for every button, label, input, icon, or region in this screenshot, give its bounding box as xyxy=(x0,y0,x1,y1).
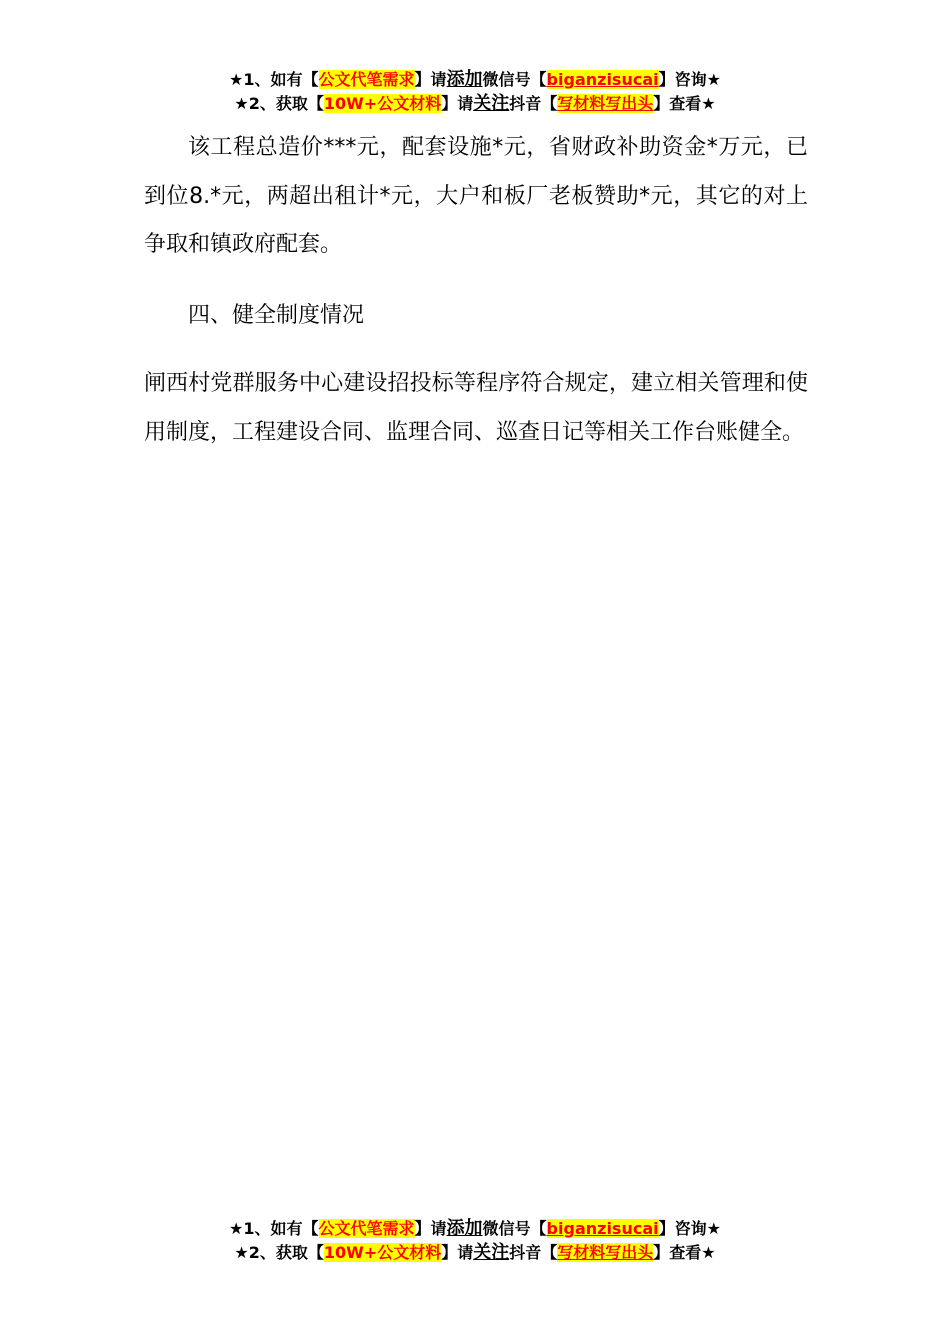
banner-text: 】查看★ xyxy=(653,94,716,113)
emphasis-follow: 关注 xyxy=(473,1242,510,1263)
section-heading: 四、健全制度情况 xyxy=(188,302,365,328)
banner-line-2 xyxy=(0,1241,950,1265)
banner-text: 】请 xyxy=(414,70,447,89)
banner-text: 微信号【 xyxy=(482,1219,547,1238)
banner-text: 】咨询★ xyxy=(658,70,721,89)
emphasis-follow: 关注 xyxy=(473,93,510,114)
paragraph-cost: 该工程总造价***元，配套设施*元，省财政补助资金*万元，已到位8.*元，两超出租计*元，大户和板厂老板赞助*元，其它的对上争取和镇政府配套。 xyxy=(144,135,808,257)
highlight-douyin-id: 写材料写出头 xyxy=(557,1243,654,1262)
highlight-materials: 10W+公文材料 xyxy=(323,94,442,113)
highlight-materials: 10W+公文材料 xyxy=(323,1243,442,1262)
highlight-wechat-id: biganzisucai xyxy=(546,70,659,89)
banner-text: 微信号【 xyxy=(482,70,547,89)
banner-text: 抖音【 xyxy=(509,94,558,113)
header-banner xyxy=(0,68,950,116)
banner-text: ★1、如有【 xyxy=(229,1219,319,1238)
highlight-wechat-id: biganzisucai xyxy=(546,1219,659,1238)
banner-line-1 xyxy=(0,68,950,92)
banner-text: ★1、如有【 xyxy=(229,70,319,89)
banner-text: ★2、获取【 xyxy=(234,1243,324,1262)
banner-text: 】请 xyxy=(441,1243,474,1262)
banner-line-1 xyxy=(0,1217,950,1241)
banner-text: 抖音【 xyxy=(509,1243,558,1262)
banner-text: 】请 xyxy=(441,94,474,113)
paragraph-system: 闸西村党群服务中心建设招投标等程序符合规定，建立相关管理和使用制度，工程建设合同、监理合同、巡查日记等相关工作台账健全。 xyxy=(144,371,808,445)
banner-text: 】咨询★ xyxy=(658,1219,721,1238)
document-body xyxy=(144,124,808,457)
highlight-service: 公文代笔需求 xyxy=(318,70,415,89)
highlight-douyin-id: 写材料写出头 xyxy=(557,94,654,113)
emphasis-add: 添加 xyxy=(446,1218,483,1239)
banner-text: 】请 xyxy=(414,1219,447,1238)
banner-text: 】查看★ xyxy=(653,1243,716,1262)
footer-banner xyxy=(0,1217,950,1265)
highlight-service: 公文代笔需求 xyxy=(318,1219,415,1238)
banner-line-2 xyxy=(0,92,950,116)
emphasis-add: 添加 xyxy=(446,69,483,90)
banner-text: ★2、获取【 xyxy=(234,94,324,113)
